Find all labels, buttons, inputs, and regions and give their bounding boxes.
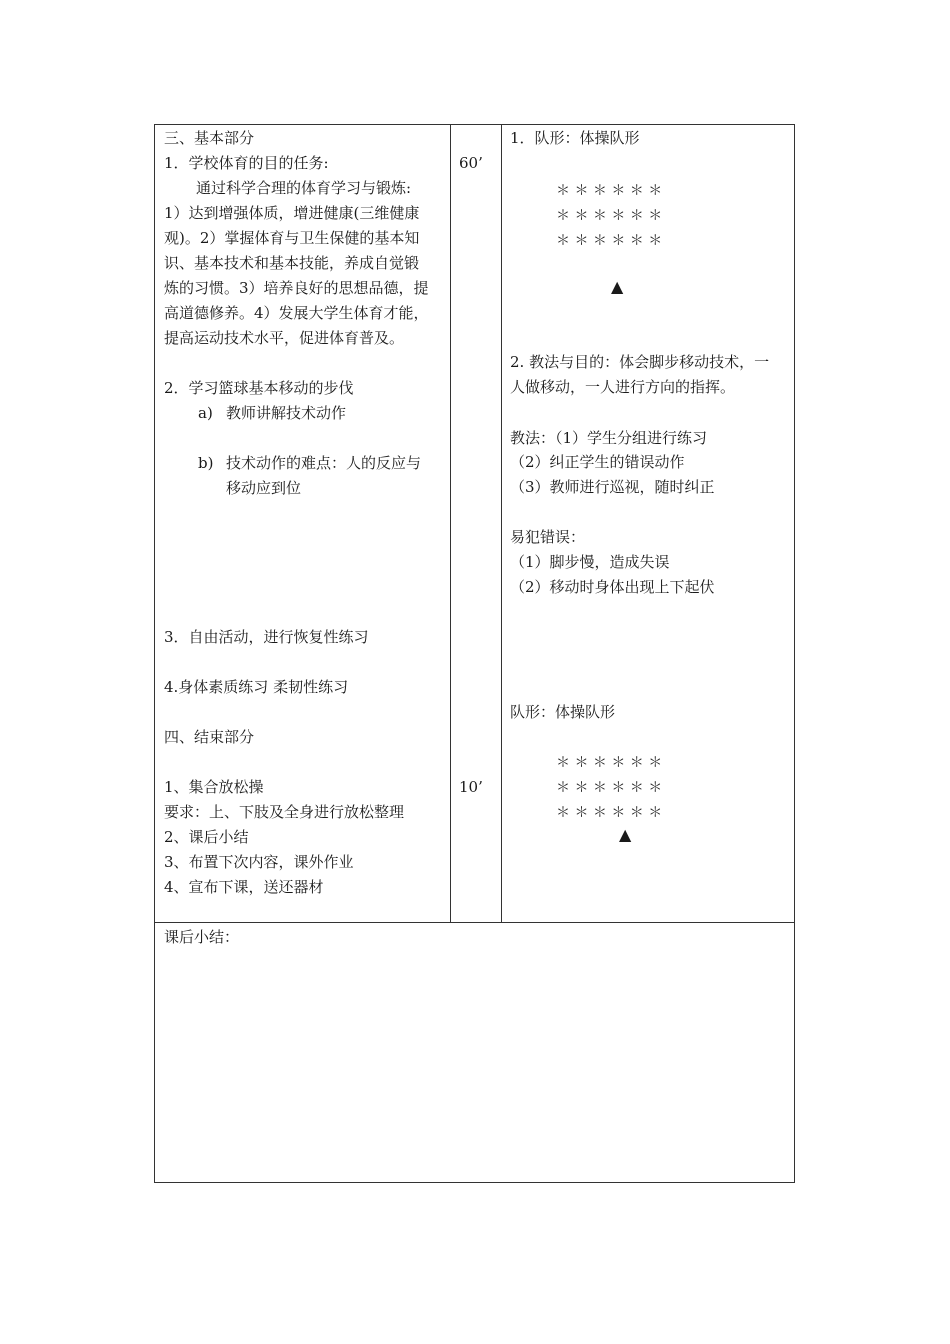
row-divider [155, 922, 794, 923]
list-item-continuation: 移动应到位 [226, 479, 302, 497]
method-purpose-line: 人做移动，一人进行方向的指挥。 [510, 378, 736, 396]
formation1-title: 1．队形：体操队形 [510, 129, 640, 147]
method-line: 教法：（1）学生分组进行练习 [510, 429, 708, 447]
item1-line: 识、基本技术和基本技能，养成自觉锻 [164, 254, 420, 272]
formation2-title: 队形：体操队形 [510, 703, 616, 721]
list-marker: b) [198, 454, 214, 472]
error-line: （1）脚步慢，造成失误 [510, 553, 670, 571]
duration-60: 60’ [459, 154, 483, 172]
errors-title: 易犯错误： [510, 528, 586, 546]
section4-title: 四、结束部分 [164, 728, 255, 746]
method-purpose-line: 2. 教法与目的：体会脚步移动技术，一 [510, 353, 770, 371]
item1-line: 高道德修养。4）发展大学生体育才能， [164, 304, 429, 322]
item1-line: 通过科学合理的体育学习与锻炼: [196, 179, 412, 197]
item1-title: 1．学校体育的目的任务: [164, 154, 329, 172]
end-line: 要求：上、下肢及全身进行放松整理 [164, 803, 405, 821]
section3-title: 三、基本部分 [164, 129, 255, 147]
item3: 3．自由活动，进行恢复性练习 [164, 628, 369, 646]
end-line: 4、宣布下课，送还器材 [164, 878, 324, 896]
item1-line: 炼的习惯。3）培养良好的思想品德，提 [164, 279, 429, 297]
teacher-triangle-icon: ▲ [619, 825, 632, 844]
formation-star-row: ＊ ＊ ＊ ＊ ＊ ＊ [556, 208, 663, 224]
item2-title: 2．学习篮球基本移动的步伐 [164, 379, 354, 397]
method-line: （3）教师进行巡视，随时纠正 [510, 478, 715, 496]
list-marker: a) [198, 404, 213, 422]
column-divider-2 [501, 125, 502, 922]
formation-star-row: ＊ ＊ ＊ ＊ ＊ ＊ [556, 233, 663, 249]
column-divider-1 [450, 125, 451, 922]
duration-10: 10’ [459, 778, 483, 796]
list-item: 教师讲解技术动作 [226, 404, 347, 422]
teacher-triangle-icon: ▲ [611, 277, 624, 296]
item1-line: 提高运动技术水平，促进体育普及。 [164, 329, 405, 347]
formation-star-row: ＊ ＊ ＊ ＊ ＊ ＊ [556, 755, 663, 771]
error-line: （2）移动时身体出现上下起伏 [510, 578, 715, 596]
item1-line: 1）达到增强体质，增进健康(三维健康 [164, 204, 420, 222]
method-line: （2）纠正学生的错误动作 [510, 453, 685, 471]
end-line: 1、集合放松操 [164, 778, 264, 796]
item1-line: 观)。2）掌握体育与卫生保健的基本知 [164, 229, 420, 247]
list-item: 技术动作的难点：人的反应与 [226, 454, 422, 472]
end-line: 3、布置下次内容，课外作业 [164, 853, 354, 871]
formation-star-row: ＊ ＊ ＊ ＊ ＊ ＊ [556, 780, 663, 796]
formation-star-row: ＊ ＊ ＊ ＊ ＊ ＊ [556, 183, 663, 199]
formation-star-row: ＊ ＊ ＊ ＊ ＊ ＊ [556, 805, 663, 821]
item4: 4.身体素质练习 柔韧性练习 [164, 678, 349, 696]
end-line: 2、课后小结 [164, 828, 249, 846]
summary-label: 课后小结： [164, 928, 240, 946]
